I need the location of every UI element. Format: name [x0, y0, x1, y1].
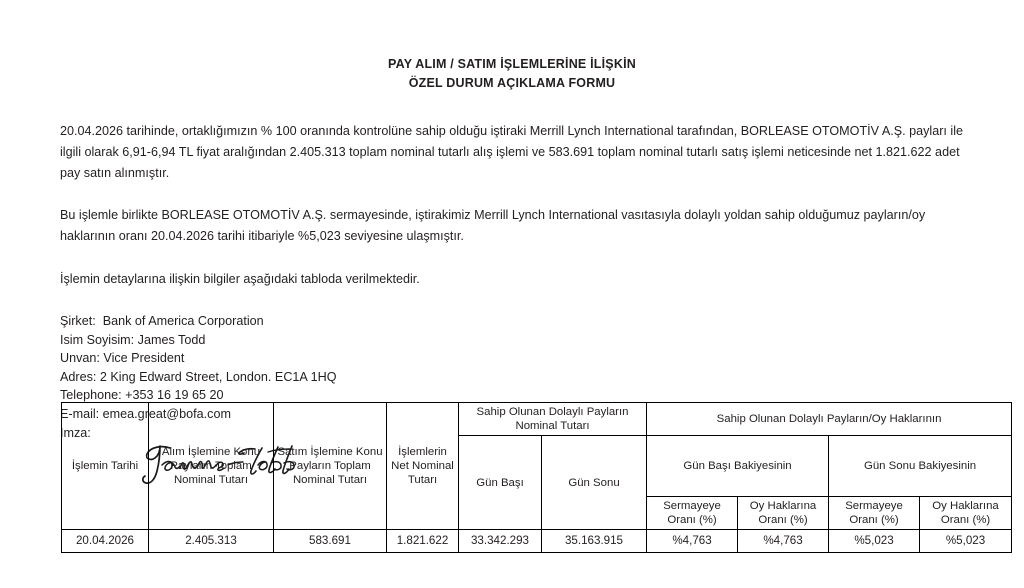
cell-alim-toplam: 2.405.313	[149, 530, 274, 553]
cell-satim-toplam: 583.691	[274, 530, 387, 553]
cell-gb-oy: %4,763	[738, 530, 829, 553]
table-row	[62, 530, 1012, 553]
contact-telephone: Telephone: +353 16 19 65 20	[60, 388, 224, 403]
contact-email: E-mail: emea.great@bofa.com	[60, 406, 231, 421]
th-islemin-tarihi: İşlemin Tarihi	[62, 403, 149, 530]
cell-gs-sermaye: %5,023	[829, 530, 920, 553]
cell-gb-sermaye: %4,763	[647, 530, 738, 553]
cell-gs-oy: %5,023	[920, 530, 1012, 553]
transaction-details-table-wrapper	[61, 402, 1011, 553]
cell-gun-sonu-nominal: 35.163.915	[542, 530, 647, 553]
cell-net-nominal: 1.821.622	[387, 530, 459, 553]
transaction-details-table	[61, 402, 1012, 553]
title-line-2: ÖZEL DURUM AÇIKLAMA FORMU	[408, 76, 616, 90]
signature-label: Imza:	[60, 425, 91, 440]
th-islemlerin-net: İşlemlerin Net Nominal Tutarı	[387, 403, 459, 530]
page-title	[0, 0, 1024, 93]
paragraph-ownership-ratio: Bu işlemle birlikte BORLEASE OTOMOTİV A.Ş. sermayesinde, iştirakimiz Merrill Lynch International vasıtasıyla dolaylı yoldan sahip olduğumuz payların/oy haklarının oranı 20.04.2026 tarihi itibariyle %5,023 seviyesine ulaşmıştır.	[60, 208, 926, 243]
contact-title: Unvan: Vice President	[60, 351, 185, 366]
th-gs-sermayeye-orani: Sermayeye Oranı (%)	[829, 496, 920, 529]
th-gb-oy-haklarina-orani: Oy Haklarına Oranı (%)	[738, 496, 829, 529]
cell-gun-basi-nominal: 33.342.293	[459, 530, 542, 553]
th-gs-oy-haklarina-orani: Oy Haklarına Oranı (%)	[920, 496, 1012, 529]
th-gb-sermayeye-orani: Sermayeye Oranı (%)	[647, 496, 738, 529]
contact-address: Adres: 2 King Edward Street, London. EC1A 1HQ	[60, 369, 337, 384]
paragraph-table-intro: İşlemin detaylarına ilişkin bilgiler aşağıdaki tabloda verilmektedir.	[60, 272, 420, 286]
th-gun-sonu: Gün Sonu	[542, 436, 647, 530]
paragraph-transaction-summary: 20.04.2026 tarihinde, ortaklığımızın % 100 oranında kontrolüne sahip olduğu iştiraki Merrill Lynch International tarafından, BORLEASE OTOMOTİV A.Ş. payları ile ilgili olarak 6,91-6,94 TL fiyat aralığından 2.405.313 toplam nominal tutarlı alış işlemi ve 583.691 toplam nominal tutarlı satış işlemi neticesinde net 1.821.622 adet pay satın alınmıştır.	[60, 124, 964, 180]
th-sahip-oy-haklari: Sahip Olunan Dolaylı Payların/Oy Haklarının	[647, 403, 1012, 436]
title-line-1: PAY ALIM / SATIM İŞLEMLERİNE İLİŞKİN	[388, 57, 636, 71]
th-gun-sonu-bakiyesinin: Gün Sonu Bakiyesinin	[829, 436, 1012, 496]
th-alim-islemine: Alım İşlemine Konu Payların Toplam Nominal Tutarı	[149, 403, 274, 530]
contact-name: Isim Soyisim: James Todd	[60, 332, 206, 347]
contact-company: Şirket: Bank of America Corporation	[60, 314, 264, 328]
table-header-row-1	[62, 403, 1012, 436]
th-gun-basi: Gün Başı	[459, 436, 542, 530]
th-satim-islemine: Satım İşlemine Konu Payların Toplam Nominal Tutarı	[274, 403, 387, 530]
th-sahip-nominal: Sahip Olunan Dolaylı Payların Nominal Tutarı	[459, 403, 647, 436]
th-gun-basi-bakiyesinin: Gün Başı Bakiyesinin	[647, 436, 829, 496]
cell-islemin-tarihi: 20.04.2026	[62, 530, 149, 553]
